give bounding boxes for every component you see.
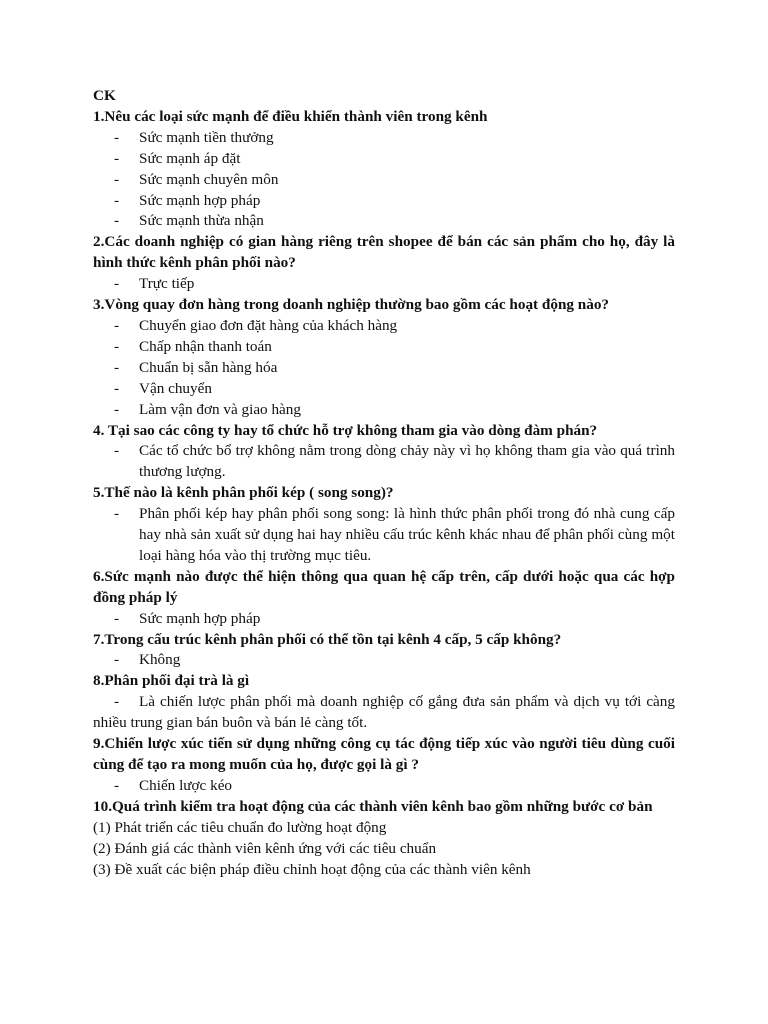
question-5: 5.Thế nào là kênh phân phối kép ( song song)? (93, 484, 394, 502)
answer-item: - Sức mạnh thừa nhận (93, 211, 675, 232)
answer-list-3 (93, 316, 675, 421)
step-item: (3) Đề xuất các biện pháp điều chỉnh hoạt động của các thành viên kênh (93, 860, 531, 878)
question-6: 6.Sức mạnh nào được thể hiện thông qua quan hệ cấp trên, cấp dưới hoặc qua các hợp đồng pháp lý (93, 567, 675, 606)
answer-list-2 (93, 274, 675, 295)
answer-item: - Chuẩn bị sẵn hàng hóa (93, 358, 675, 379)
answer-list-5 (93, 504, 675, 567)
bullet-dash: - (114, 191, 120, 209)
bullet-dash: - (114, 442, 120, 460)
bullet-dash: - (114, 651, 120, 669)
document-page (93, 86, 675, 880)
bullet-dash: - (114, 149, 120, 167)
answer-item: - Sức mạnh chuyên môn (93, 170, 675, 191)
document-title: CK (93, 87, 116, 104)
question-9: 9.Chiến lược xúc tiến sử dụng những công cụ tác động tiếp xúc vào người tiêu dùng cuối cùng để tạo ra mong muốn của họ, được gọi là gì ? (93, 735, 675, 773)
bullet-dash: - (114, 609, 120, 627)
answer-item: - Chấp nhận thanh toán (93, 337, 675, 358)
bullet-dash: - (114, 337, 120, 355)
answer-item: - Không (93, 650, 675, 671)
answer-list-1 (93, 128, 675, 233)
bullet-dash: - (114, 128, 120, 146)
bullet-dash: - (114, 693, 120, 711)
answer-list-7 (93, 650, 675, 671)
answer-item: - Làm vận đơn và giao hàng (93, 400, 675, 421)
answer-item: - Chuyển giao đơn đặt hàng của khách hàng (93, 316, 675, 337)
answer-paragraph-8: - Là chiến lược phân phối mà doanh nghiệp cố gắng đưa sản phẩm và dịch vụ tới càng nhiều trung gian bán buôn và bán lẻ càng tốt. (93, 693, 675, 732)
answer-item: - Sức mạnh hợp pháp (93, 191, 675, 212)
bullet-dash: - (114, 400, 120, 418)
bullet-dash: - (114, 316, 120, 334)
answer-item: - Sức mạnh tiền thưởng (93, 128, 675, 149)
bullet-dash: - (114, 505, 120, 523)
answer-list-6 (93, 609, 675, 630)
answer-item: - Sức mạnh áp đặt (93, 149, 675, 170)
question-3: 3.Vòng quay đơn hàng trong doanh nghiệp thường bao gồm các hoạt động nào? (93, 296, 610, 314)
answer-item: - Các tổ chức bổ trợ không nằm trong dòng chảy này vì họ không tham gia vào quá trình thương lượng. (114, 442, 675, 481)
answer-item: - Trực tiếp (93, 274, 675, 295)
question-8: 8.Phân phối đại trà là gì (93, 672, 250, 690)
answer-item: - Sức mạnh hợp pháp (93, 609, 675, 630)
question-1: 1.Nêu các loại sức mạnh để điều khiển thành viên trong kênh (93, 107, 488, 125)
bullet-dash: - (114, 379, 120, 397)
answer-item: - Vận chuyển (93, 379, 675, 400)
question-2: 2.Các doanh nghiệp có gian hàng riêng trên shopee để bán các sản phẩm cho họ, đây là hình thức kênh phân phối nào? (93, 233, 675, 272)
step-item: (1) Phát triển các tiêu chuẩn đo lường hoạt động (93, 818, 387, 836)
question-7: 7.Trong cấu trúc kênh phân phối có thể tồn tại kênh 4 cấp, 5 cấp không? (93, 630, 562, 648)
step-item: (2) Đánh giá các thành viên kênh ứng với các tiêu chuẩn (93, 839, 437, 857)
bullet-dash: - (114, 170, 120, 188)
answer-item: - Phân phối kép hay phân phối song song: là hình thức phân phối trong đó nhà cung cấp hay nhà sản xuất sử dụng hai hay nhiều cấu trúc kênh khác nhau để phân phối cùng một loại hàng hóa vào thị trường mục tiêu. (114, 505, 675, 564)
bullet-dash: - (114, 776, 120, 794)
question-10: 10.Quá trình kiểm tra hoạt động của các thành viên kênh bao gồm những bước cơ bản (93, 797, 653, 815)
bullet-dash: - (114, 358, 120, 376)
answer-item: - Chiến lược kéo (93, 776, 675, 797)
bullet-dash: - (114, 275, 120, 293)
bullet-dash: - (114, 212, 120, 230)
answer-list-9 (93, 776, 675, 797)
answer-list-4 (93, 441, 675, 483)
question-4: 4. Tại sao các công ty hay tổ chức hỗ trợ không tham gia vào dòng đàm phán? (93, 421, 598, 439)
